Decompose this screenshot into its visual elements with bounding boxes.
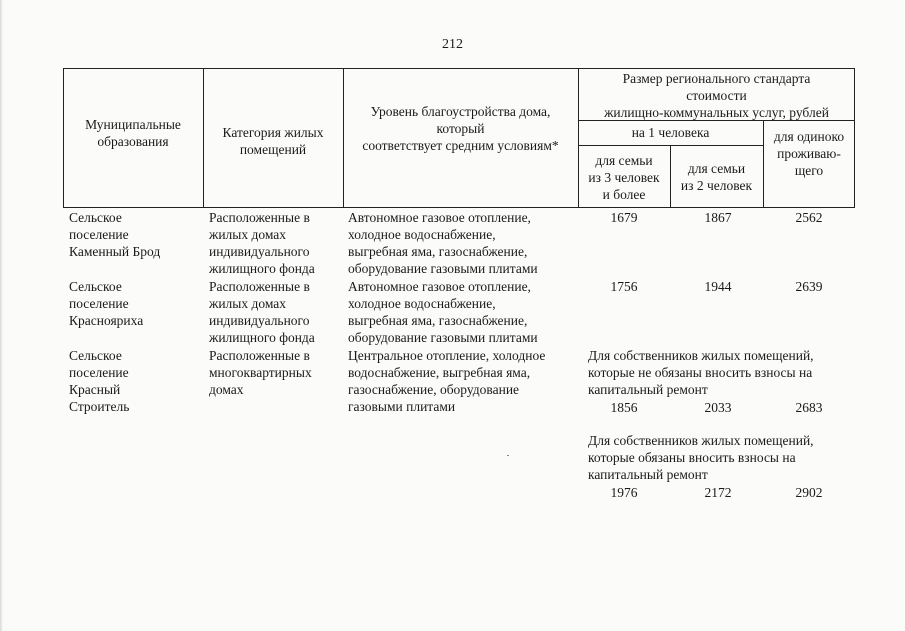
header-family-2: для семьи из 2 человек — [680, 161, 753, 193]
row-1-value-family3: 1679 — [610, 210, 638, 225]
header-standard: Размер регионального стандарта стоимости жилищно-коммунальных услуг, рублей — [604, 71, 829, 120]
row-3-municipality: Сельское поселение Красный Строитель — [69, 348, 130, 414]
row-1-value-single: 2562 — [795, 210, 823, 225]
header-level: Уровень благоустройства дома, который соответствует средним условиям* — [362, 104, 559, 153]
row-2-category: Расположенные в жилых домах индивидуального жилищного фонда — [209, 279, 315, 345]
row-3-category: Расположенные в многоквартирных домах — [209, 348, 312, 397]
row-3a-value-family3: 1856 — [610, 400, 638, 415]
row-3a-value-family2: 2033 — [704, 400, 732, 415]
row-3-note-capital-repair: Для собственников жилых помещений, которые обязаны вносить взносы на капитальный ремонт — [588, 433, 814, 482]
row-1-level: Автономное газовое отопление, холодное водоснабжение, выгребная яма, газоснабжение, оборудование газовыми плитами — [348, 210, 538, 276]
row-2-level: Автономное газовое отопление, холодное водоснабжение, выгребная яма, газоснабжение, оборудование газовыми плитами — [348, 279, 538, 345]
row-2-municipality: Сельское поселение Краснояриха — [69, 279, 144, 328]
row-3b-value-single: 2902 — [795, 485, 823, 500]
row-2-value-family2: 1944 — [704, 279, 732, 294]
scan-edge-shadow — [0, 0, 3, 631]
header-per-person: на 1 человека — [631, 125, 710, 140]
header-category: Категория жилых помещений — [222, 125, 324, 157]
header-municipality: Муниципальные образования — [85, 117, 181, 149]
row-1-value-family2: 1867 — [704, 210, 732, 225]
row-3-note-no-capital-repair: Для собственников жилых помещений, которые не обязаны вносить взносы на капитальный ремонт — [588, 348, 814, 397]
scan-speck — [507, 455, 509, 456]
row-1-category: Расположенные в жилых домах индивидуального жилищного фонда — [209, 210, 315, 276]
row-3-level: Центральное отопление, холодное водоснабжение, выгребная яма, газоснабжение, оборудование газовыми плитами — [348, 348, 546, 414]
row-2-value-family3: 1756 — [610, 279, 638, 294]
row-3b-value-family2: 2172 — [704, 485, 732, 500]
row-1-municipality: Сельское поселение Каменный Брод — [69, 210, 161, 259]
row-2-value-single: 2639 — [795, 279, 823, 294]
header-family-3: для семьи из 3 человек и более — [588, 153, 660, 202]
row-3a-value-single: 2683 — [795, 400, 823, 415]
header-single: для одиноко проживаю- щего — [773, 129, 845, 178]
page-number: 212 — [442, 37, 463, 52]
row-3b-value-family3: 1976 — [610, 485, 638, 500]
